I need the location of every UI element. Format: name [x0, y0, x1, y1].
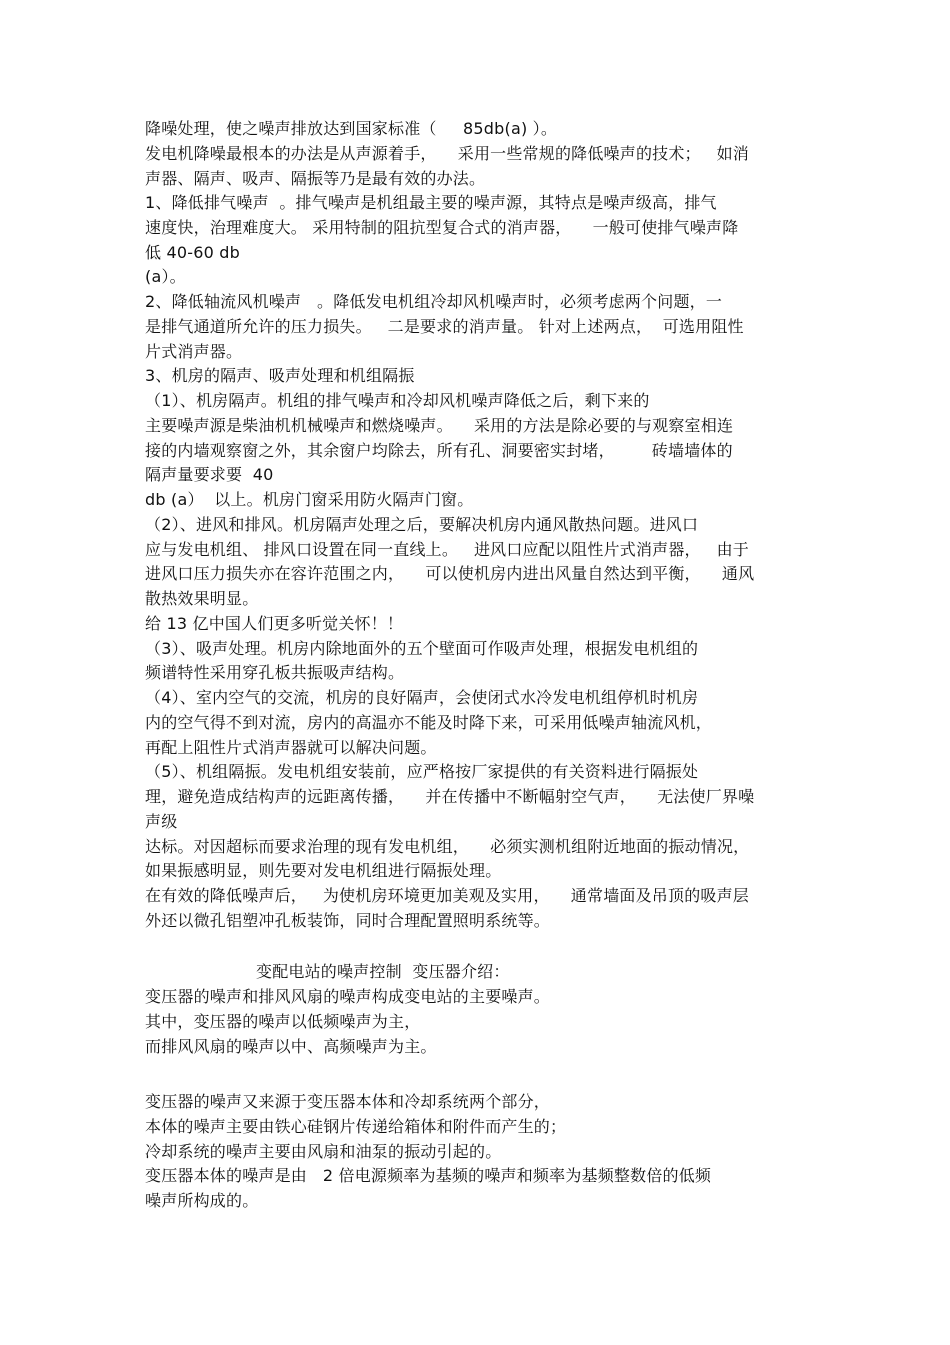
text-line: （5）、机组隔振。发电机组安装前，应严格按厂家提供的有关资料进行隔振处: [145, 762, 699, 781]
text-line: 变压器的噪声和排风风扇的噪声构成变电站的主要噪声。: [145, 987, 551, 1006]
text-line: 声级: [145, 812, 178, 831]
text-line: db (a） 以上。机房门窗采用防火隔声门窗。: [145, 490, 474, 509]
text-line: 给 13 亿中国人们更多听觉关怀！！: [145, 614, 404, 633]
text-line: 3、机房的隔声、吸声处理和机组隔振: [145, 366, 415, 385]
text-line: 其中，变压器的噪声以低频噪声为主，: [145, 1012, 421, 1031]
text-line: 发电机降噪最根本的办法是从声源着手， 采用一些常规的降低噪声的技术； 如消: [145, 144, 750, 163]
text-line: （3）、吸声处理。机房内除地面外的五个壁面可作吸声处理，根据发电机组的: [145, 639, 699, 658]
text-line: 外还以微孔铝塑冲孔板装饰，同时合理配置照明系统等。: [145, 911, 551, 930]
text-line: 变压器本体的噪声是由 2 倍电源频率为基频的噪声和频率为基频整数倍的低频: [145, 1166, 712, 1185]
text-line: 频谱特性采用穿孔板共振吸声结构。: [145, 663, 405, 682]
text-line: 接的内墙观察窗之外，其余窗户均除去，所有孔、洞要密实封堵， 砖墙墙体的: [145, 441, 733, 460]
text-line: 内的空气得不到对流，房内的高温亦不能及时降下来，可采用低噪声轴流风机，: [145, 713, 713, 732]
text-line: 低 40-60 db: [145, 243, 240, 262]
text-line: 降噪处理，使之噪声排放达到国家标准（ 85db(a) ）。: [145, 119, 558, 138]
section-heading: 变配电站的噪声控制 变压器介绍：: [145, 962, 510, 981]
text-line: 散热效果明显。: [145, 589, 259, 608]
text-line: 应与发电机组、 排风口设置在同一直线上。 进风口应配以阻性片式消声器， 由于: [145, 540, 750, 559]
text-line: （1）、机房隔声。机组的排气噪声和冷却风机噪声降低之后，剩下来的: [145, 391, 650, 410]
text-line: 是排气通道所允许的压力损失。 二是要求的消声量。 针对上述两点， 可选用阻性: [145, 317, 744, 336]
text-line: 进风口压力损失亦在容许范围之内， 可以使机房内进出风量自然达到平衡， 通风: [145, 564, 755, 583]
text-line: 噪声所构成的。: [145, 1191, 259, 1210]
text-line: 理，避免造成结构声的远距离传播， 并在传播中不断幅射空气声， 无法使厂界噪: [145, 787, 755, 806]
text-line: 主要噪声源是柴油机机械噪声和燃烧噪声。 采用的方法是除必要的与观察室相连: [145, 416, 734, 435]
text-line: （4）、室内空气的交流，机房的良好隔声，会使闭式水冷发电机组停机时机房: [145, 688, 699, 707]
text-line: 冷却系统的噪声主要由风扇和油泵的振动引起的。: [145, 1142, 502, 1161]
text-line: （2）、进风和排风。机房隔声处理之后，要解决机房内通风散热问题。进风口: [145, 515, 699, 534]
text-line: 1、降低排气噪声 。排气噪声是机组最主要的噪声源，其特点是噪声级高，排气: [145, 193, 717, 212]
text-line: 隔声量要求要 40: [145, 465, 274, 484]
text-line: 2、降低轴流风机噪声 。降低发电机组冷却风机噪声时，必须考虑两个问题，一: [145, 292, 723, 311]
text-line: (a）。: [145, 267, 186, 286]
text-line: 再配上阻性片式消声器就可以解决问题。: [145, 738, 437, 757]
text-line: 而排风风扇的噪声以中、高频噪声为主。: [145, 1037, 437, 1056]
text-line: 达标。对因超标而要求治理的现有发电机组， 必须实测机组附近地面的振动情况，: [145, 837, 750, 856]
text-line: 本体的噪声主要由铁心硅钢片传递给箱体和附件而产生的；: [145, 1117, 567, 1136]
text-line: 如果振感明显，则先要对发电机组进行隔振处理。: [145, 861, 502, 880]
text-line: 速度快，治理难度大。 采用特制的阻抗型复合式的消声器， 一般可使排气噪声降: [145, 218, 739, 237]
text-line: 变压器的噪声又来源于变压器本体和冷却系统两个部分，: [145, 1092, 551, 1111]
text-line: 声器、隔声、吸声、隔振等乃是最有效的办法。: [145, 169, 486, 188]
text-line: 片式消声器。: [145, 342, 243, 361]
text-line: 在有效的降低噪声后， 为使机房环境更加美观及实用， 通常墙面及吊顶的吸声层: [145, 886, 750, 905]
